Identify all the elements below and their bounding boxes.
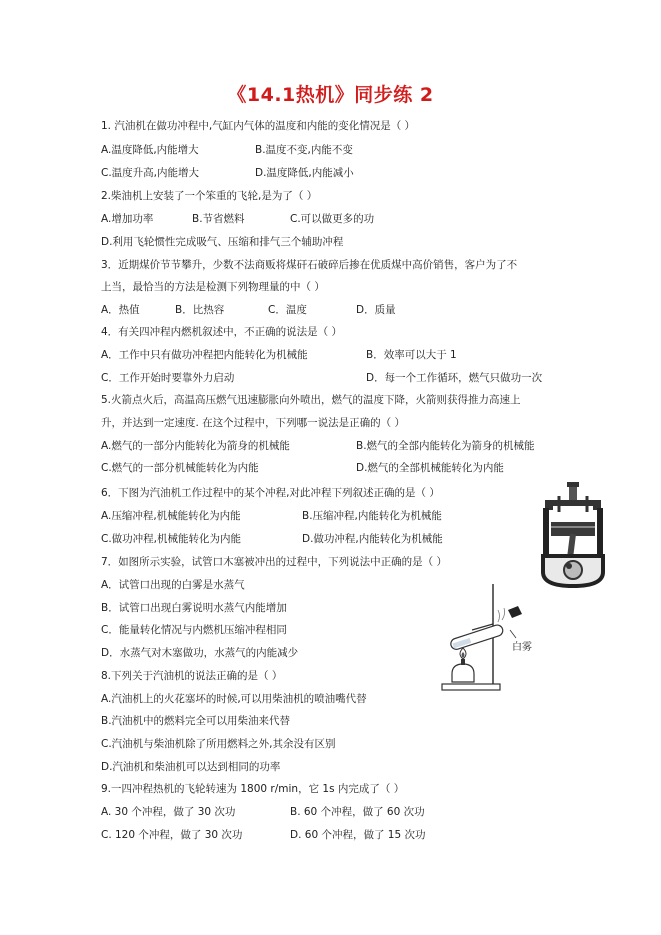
q1-option-b: B.温度不变,内能不变 bbox=[255, 144, 353, 156]
question-5-stem-line2: 升，并达到一定速度. 在这个过程中，下列哪一说法是正确的（ ） bbox=[101, 417, 406, 429]
q2-option-d: D.利用飞轮惯性完成吸气、压缩和排气三个辅助冲程 bbox=[101, 236, 344, 248]
question-3-stem-line1: 3．近期煤价节节攀升，少数不法商贩将煤矸石破碎后掺在优质煤中高价销售，客户为了不 bbox=[101, 259, 518, 271]
q9-option-a: A. 30 个冲程，做了 30 次功 bbox=[101, 806, 236, 818]
q3-option-b: B．比热容 bbox=[175, 304, 225, 316]
q5-option-b: B.燃气的全部内能转化为箭身的机械能 bbox=[356, 440, 535, 452]
test-tube bbox=[449, 624, 504, 651]
cylinder-head bbox=[545, 500, 601, 510]
q2-option-c: C.可以做更多的功 bbox=[290, 213, 375, 225]
q6-option-c: C.做功冲程,机械能转化为内能 bbox=[101, 533, 242, 545]
q6-option-d: D.做功冲程,内能转化为机械能 bbox=[302, 533, 443, 545]
q9-option-c: C. 120 个冲程，做了 30 次功 bbox=[101, 829, 243, 841]
question-9-stem: 9.一四冲程热机的飞轮转速为 1800 r/min，它 1s 内完成了（ ） bbox=[101, 783, 405, 795]
q4-option-d: D．每一个工作循环，燃气只做功一次 bbox=[366, 372, 543, 384]
q7-option-c: C．能量转化情况与内燃机压缩冲程相同 bbox=[101, 624, 287, 636]
question-1-stem: 1. 汽油机在做功冲程中,气缸内气体的温度和内能的变化情况是（ ） bbox=[101, 120, 416, 132]
q5-option-a: A.燃气的一部分内能转化为箭身的机械能 bbox=[101, 440, 290, 452]
question-4-stem: 4．有关四冲程内燃机叙述中，不正确的说法是（ ） bbox=[101, 326, 343, 338]
q5-option-d: D.燃气的全部机械能转化为内能 bbox=[356, 462, 504, 474]
crankshaft bbox=[564, 561, 582, 579]
q8-option-d: D.汽油机和柴油机可以达到相同的功率 bbox=[101, 761, 281, 773]
figure-label-white-mist: 白雾 bbox=[512, 642, 532, 653]
q5-option-c: C.燃气的一部分机械能转化为内能 bbox=[101, 462, 259, 474]
q8-option-c: C.汽油机与柴油机除了所用燃料之外,其余没有区别 bbox=[101, 738, 336, 750]
q2-option-b: B.节省燃料 bbox=[192, 213, 245, 225]
q6-option-a: A.压缩冲程,机械能转化为内能 bbox=[101, 510, 241, 522]
q4-option-a: A．工作中只有做功冲程把内能转化为机械能 bbox=[101, 349, 308, 361]
q4-option-b: B．效率可以大于 1 bbox=[366, 349, 457, 361]
alcohol-lamp bbox=[452, 664, 474, 682]
q3-option-a: A．热值 bbox=[101, 304, 140, 316]
question-2-stem: 2.柴油机上安装了一个笨重的飞轮,是为了（ ） bbox=[101, 190, 318, 202]
q4-option-c: C．工作开始时要靠外力启动 bbox=[101, 372, 235, 384]
question-7-stem: 7．如图所示实验，试管口木塞被冲出的过程中，下列说法中正确的是（ ） bbox=[101, 556, 448, 568]
question-5-stem-line1: 5.火箭点火后，高温高压燃气迅速膨胀向外喷出，燃气的温度下降，火箭则获得推力高速上 bbox=[101, 394, 521, 406]
cork bbox=[508, 606, 522, 618]
q7-option-a: A．试管口出现的白雾是水蒸气 bbox=[101, 579, 245, 591]
question-3-stem-line2: 上当，最恰当的方法是检测下列物理量的中（ ） bbox=[101, 281, 325, 293]
question-8-stem: 8.下列关于汽油机的说法正确的是（ ） bbox=[101, 670, 283, 682]
q1-option-d: D.温度降低,内能减小 bbox=[255, 167, 354, 179]
engine-stroke-figure bbox=[533, 482, 613, 588]
test-tube-experiment-figure bbox=[436, 580, 546, 696]
question-6-stem: 6．下图为汽油机工作过程中的某个冲程,对此冲程下列叙述正确的是（ ） bbox=[101, 487, 440, 499]
q7-option-d: D．水蒸气对木塞做功，水蒸气的内能减少 bbox=[101, 647, 299, 659]
cylinder-wall-right bbox=[597, 508, 603, 560]
q1-option-c: C.温度升高,内能增大 bbox=[101, 167, 200, 179]
q6-option-b: B.压缩冲程,内能转化为机械能 bbox=[302, 510, 442, 522]
q1-option-a: A.温度降低,内能增大 bbox=[101, 144, 199, 156]
spark-plug bbox=[569, 486, 577, 500]
q2-option-a: A.增加功率 bbox=[101, 213, 154, 225]
q8-option-b: B.汽油机中的燃料完全可以用柴油来代替 bbox=[101, 715, 291, 727]
page-title: 《14.1热机》同步练 2 bbox=[227, 84, 434, 106]
q9-option-d: D. 60 个冲程，做了 15 次功 bbox=[290, 829, 426, 841]
q3-option-d: D．质量 bbox=[356, 304, 396, 316]
q9-option-b: B. 60 个冲程，做了 60 次功 bbox=[290, 806, 425, 818]
q3-option-c: C．温度 bbox=[268, 304, 307, 316]
q7-option-b: B．试管口出现白雾说明水蒸气内能增加 bbox=[101, 602, 287, 614]
cylinder-wall-left bbox=[543, 508, 549, 560]
stand-base bbox=[442, 684, 500, 690]
piston bbox=[551, 522, 595, 536]
q8-option-a: A.汽油机上的火花塞坏的时候,可以用柴油机的喷油嘴代替 bbox=[101, 693, 367, 705]
